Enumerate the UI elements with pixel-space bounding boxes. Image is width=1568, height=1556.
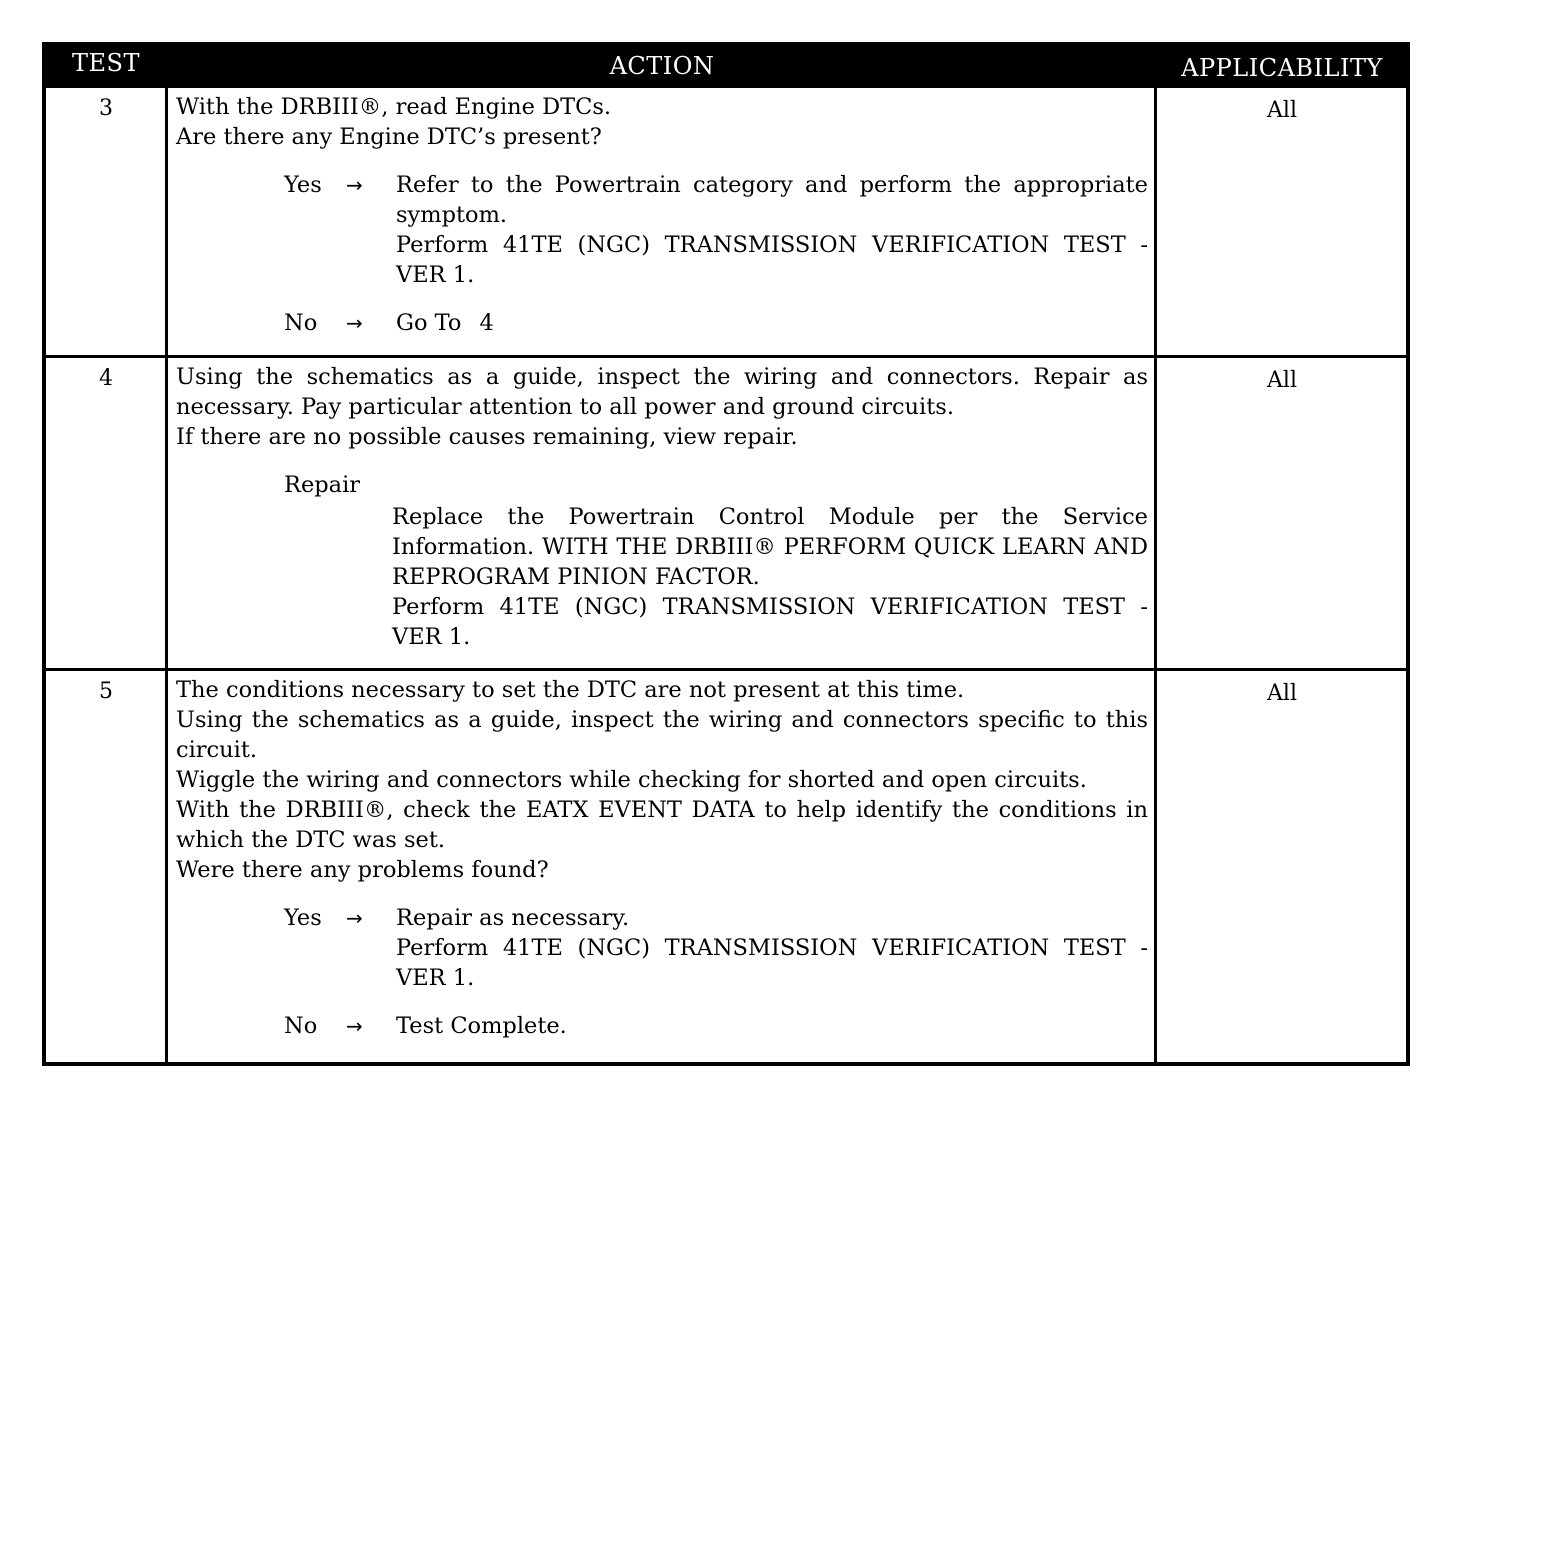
applicability-value: All xyxy=(1267,681,1297,706)
action-line: The conditions necessary to set the DTC are not present at this time. xyxy=(176,677,965,703)
arrow-right-icon: → xyxy=(346,1014,363,1038)
header-test: TEST xyxy=(72,49,140,77)
table-header xyxy=(46,46,1406,88)
test-number: 5 xyxy=(99,679,113,704)
table-row xyxy=(46,88,1406,355)
action-line: With the DRBIII®, read Engine DTCs. xyxy=(176,94,612,120)
verification-test-text: Perform 41TE (NGC) TRANSMISSION VERIFICATION TEST - VER 1. xyxy=(396,232,1148,288)
action-line: Were there any problems found? xyxy=(176,857,549,883)
repair-label: Repair xyxy=(284,472,361,498)
verification-test-text: Perform 41TE (NGC) TRANSMISSION VERIFICATION TEST - VER 1. xyxy=(396,935,1148,991)
applicability-value: All xyxy=(1267,368,1297,393)
test-number: 4 xyxy=(99,366,113,391)
action-line: If there are no possible causes remaining, view repair. xyxy=(176,424,798,450)
no-outcome xyxy=(176,1011,1148,1041)
arrow-right-icon: → xyxy=(346,173,363,197)
diagnostic-test-table xyxy=(42,42,1410,1066)
table-row xyxy=(46,358,1406,668)
yes-outcome xyxy=(176,170,1148,290)
arrow-right-icon: → xyxy=(346,311,363,335)
arrow-right-icon: → xyxy=(346,906,363,930)
test-number: 3 xyxy=(99,96,113,121)
action-line: Are there any Engine DTC’s present? xyxy=(176,124,602,150)
goto-text: Go To xyxy=(396,310,462,336)
yes-label: Yes xyxy=(284,905,322,931)
repair-text: Replace the Powertrain Control Module per the Service Information. WITH THE DRBIII® PERFORM QUICK LEARN AND REPROGRAM PINION FACTOR. xyxy=(392,504,1148,590)
action-cell xyxy=(176,362,1148,652)
no-text: Test Complete. xyxy=(396,1013,567,1039)
applicability-value: All xyxy=(1267,98,1297,123)
goto-step-link[interactable]: 4 xyxy=(479,310,494,336)
no-label: No xyxy=(284,310,318,336)
header-action: ACTION xyxy=(609,52,715,80)
action-line: Using the schematics as a guide, inspect the wiring and connectors. Repair as necessary. Pay particular attention to all power and ground circuits. xyxy=(176,364,1148,420)
yes-outcome xyxy=(176,903,1148,993)
action-cell xyxy=(176,92,1148,338)
action-line: With the DRBIII®, check the EATX EVENT DATA to help identify the conditions in which the DTC was set. xyxy=(176,797,1148,853)
verification-test-text: Perform 41TE (NGC) TRANSMISSION VERIFICATION TEST - VER 1. xyxy=(392,594,1148,650)
yes-text: Refer to the Powertrain category and perform the appropriate symptom. xyxy=(396,172,1148,228)
no-outcome xyxy=(176,308,1148,338)
action-cell xyxy=(176,675,1148,1041)
action-line: Wiggle the wiring and connectors while checking for shorted and open circuits. xyxy=(176,767,1087,793)
action-line: Using the schematics as a guide, inspect the wiring and connectors specific to this circuit. xyxy=(176,707,1148,763)
header-applicability: APPLICABILITY xyxy=(1181,54,1383,82)
no-label: No xyxy=(284,1013,318,1039)
yes-text: Repair as necessary. xyxy=(396,905,630,931)
yes-label: Yes xyxy=(284,172,322,198)
table-row xyxy=(46,671,1406,1062)
